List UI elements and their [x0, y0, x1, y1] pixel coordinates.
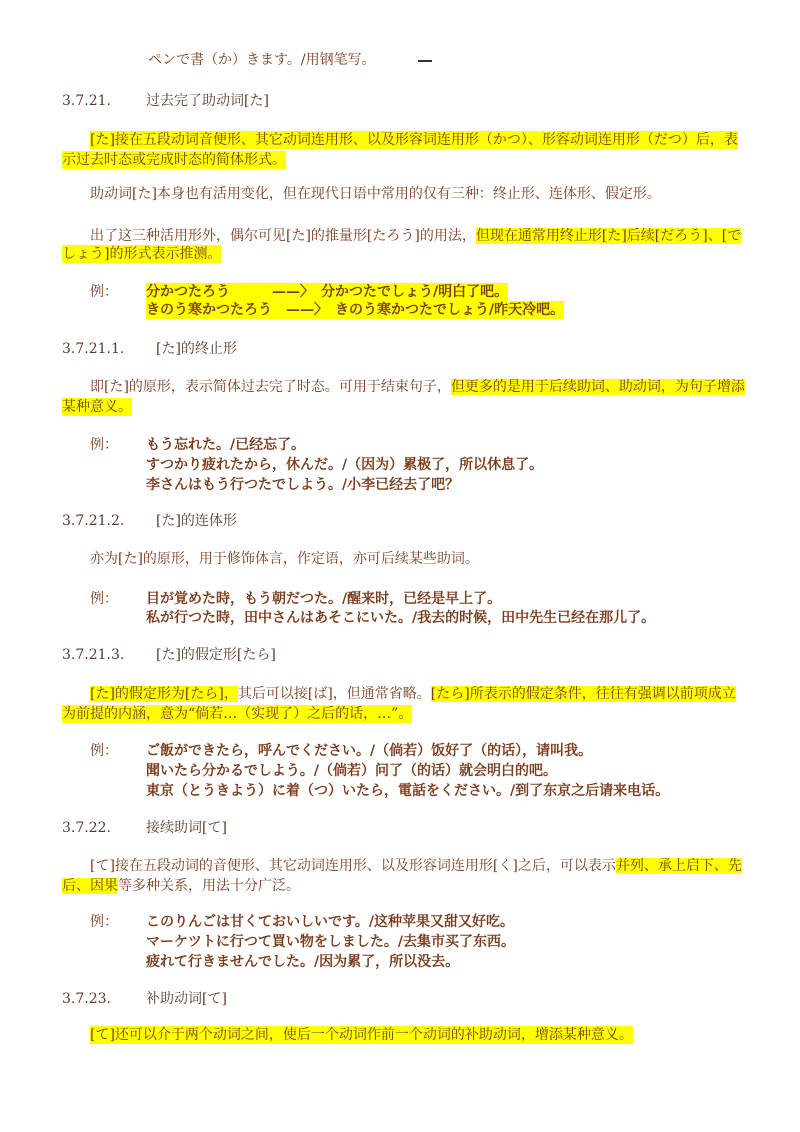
- section-title: 过去完了助动词[た]: [146, 93, 269, 109]
- example-line: マーケツトに行つて買い物をしました。/去集市买了东西。: [146, 934, 515, 950]
- example-line: すつかり疲れたから，休んだ。/（因为）累极了，所以休息了。: [146, 457, 544, 473]
- section-title: [た]的终止形: [156, 341, 237, 357]
- example-line: きのう寒かつたろう ——〉 きのう寒かつたでしょう/昨天冷吧。: [146, 302, 565, 318]
- paragraph-line: [90, 227, 741, 245]
- example-line: 疲れて行きませんでした。/因为累了，所以没去。: [146, 954, 460, 970]
- paragraph-line: 为前提的内涵，意为“倘若…（实现了）之后的话，…”。: [62, 706, 413, 722]
- paragraph-line: しょう]的形式表示推测。: [62, 246, 222, 262]
- section-number: 3.7.22.: [62, 820, 111, 836]
- paragraph-line: [た]接在五段动词音便形、其它动词连用形、以及形容词连用形（かつ）、形容动词连用形（だつ）后，表: [90, 132, 738, 148]
- example-line: ペンで書（か）きます。/用钢笔写。: [148, 52, 376, 68]
- section-title: 补助动词[て]: [146, 991, 227, 1007]
- paragraph-line: [62, 877, 300, 895]
- highlighted-text: 并列、承上启下、先: [615, 858, 742, 874]
- section-title: [た]的连体形: [156, 513, 237, 529]
- example-line: このりんごは甘くておいしいです。/这种苹果又甜又好吃。: [146, 914, 514, 930]
- highlighted-text: [た]的假定形为[たら]，: [90, 686, 238, 702]
- example-label: 例：: [90, 743, 118, 759]
- paragraph-text: [て]接在五段动词的音便形、其它动词连用形、以及形容词连用形[く]之后，可以表示: [90, 858, 616, 874]
- highlighted-text: 但更多的是用于后续助词、助动词，为句子增添: [450, 379, 745, 395]
- paragraph-text: 出了这三种活用形外，偶尔可见[た]的推量形[たろう]的用法，: [90, 228, 476, 244]
- paragraph-line: [90, 857, 742, 875]
- example-label: 例：: [90, 591, 118, 607]
- section-number: 3.7.21.1.: [62, 341, 125, 357]
- example-line: 東京（とうきよう）に着（つ）いたら，電話をください。/到了东京之后请来电话。: [146, 783, 670, 799]
- example-line: ご飯ができたら，呼んでください。/（倘若）饭好了（的话），请叫我。: [146, 743, 593, 759]
- section-title: 接续助词[て]: [146, 820, 227, 836]
- paragraph-line: 某种意义。: [62, 399, 132, 415]
- section-number: 3.7.21.3.: [62, 647, 125, 663]
- section-number: 3.7.23.: [62, 991, 111, 1007]
- paragraph-line: [90, 378, 745, 396]
- paragraph-line: [90, 685, 736, 703]
- example-label: 例：: [90, 437, 118, 453]
- paragraph: 亦为[た]的原形，用于修饰体言，作定语，亦可后续某些助词。: [90, 551, 479, 567]
- example-line: 目が覚めた時，もう朝だつた。/醒来时，已经是早上了。: [146, 591, 502, 607]
- section-number: 3.7.21.2.: [62, 513, 125, 529]
- paragraph: [て]还可以介于两个动词之间，使后一个动词作前一个动词的补助动词，增添某种意义。: [90, 1027, 633, 1043]
- paragraph-text: 等多种关系，用法十分广泛。: [118, 878, 300, 894]
- highlighted-text: [たら]所表示的假定条件，往往有强调以前项成立: [430, 686, 736, 702]
- paragraph-text: 其后可以接[ば]，但通常省略。: [237, 686, 431, 702]
- highlighted-text: 后、因果: [62, 878, 118, 894]
- section-title: [た]的假定形[たら]: [156, 647, 276, 663]
- example-label: 例：: [90, 914, 118, 930]
- paragraph-line: 示过去时态或完成时态的简体形式。: [62, 152, 286, 168]
- dash-mark: [418, 60, 432, 62]
- example-line: 私が行つた時，田中さんはあそこにいた。/我去的时候，田中先生已经在那儿了。: [146, 610, 656, 626]
- highlighted-text: 但现在通常用终止形[た]后续[だろう]、[で: [475, 228, 742, 244]
- example-label: 例：: [90, 284, 118, 300]
- example-line: 分かつたろう ——〉 分かつたでしょう/明白了吧。: [146, 284, 509, 300]
- example-line: 李さんはもう行つたでしよう。/小李已经去了吧？: [146, 477, 460, 493]
- paragraph-text: 即[た]的原形，表示简体过去完了时态。可用于结束句子，: [90, 379, 451, 395]
- paragraph: 助动词[た]本身也有活用变化，但在现代日语中常用的仅有三种：终止形、连体形、假定形。: [90, 186, 661, 202]
- example-line: もう忘れた。/已经忘了。: [146, 437, 306, 453]
- example-line: 聞いたら分かるでしよう。/（倘若）问了（的话）就会明白的吧。: [146, 763, 557, 779]
- section-number: 3.7.21.: [62, 93, 111, 109]
